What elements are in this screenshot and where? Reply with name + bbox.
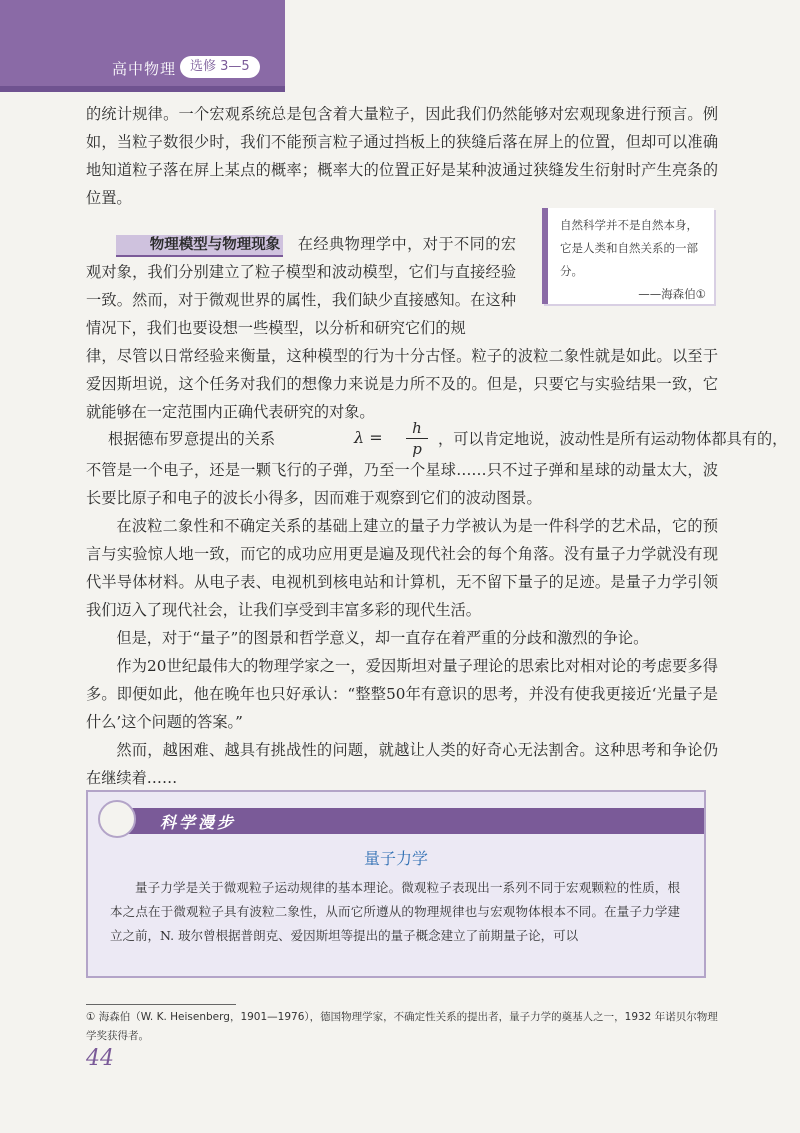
paragraph-physical-model-tail: 律，尽管以日常经验来衡量，这种模型的行为十分古怪。粒子的波粒二象性就是如此。以至于爱因斯坦说，这个任务对我们的想像力来说是力所不及的。但是，只要它与实验结果一致，它就能够在一定范围内正确代表研究的对象。 bbox=[86, 347, 718, 421]
paragraph-wave-examples: 不管是一个电子，还是一颗飞行的子弹，乃至一个星球……只不过子弹和星球的动量太大，波长要比原子和电子的波长小得多，因而难于观察到它们的波动图景。 bbox=[86, 461, 718, 507]
formula-denominator: p bbox=[412, 440, 422, 458]
heisenberg-quote bbox=[542, 208, 714, 304]
paragraph-controversy: 但是，对于“量子”的图景和哲学意义，却一直存在着严重的分歧和激烈的争论。 bbox=[116, 629, 649, 647]
footnote-heisenberg: ① 海森伯（W. K. Heisenberg，1901—1976），德国物理学家，不确定性关系的提出者，量子力学的奠基人之一，1932 年诺贝尔物理学奖获得者。 bbox=[86, 1011, 718, 1042]
book-title: 高中物理 bbox=[112, 60, 177, 78]
formula-fraction bbox=[406, 418, 428, 459]
science-walk-banner bbox=[118, 808, 704, 834]
banner-circle-icon bbox=[98, 800, 136, 838]
topic-heading: 物理模型与物理现象 bbox=[116, 235, 283, 257]
formula-numerator: h bbox=[406, 418, 428, 439]
header-band bbox=[0, 0, 285, 92]
paragraph-statistics: 的统计规律。一个宏观系统总是包含着大量粒子，因此我们仍然能够对宏观现象进行预言。例如，当粒子数很少时，我们不能预言粒子通过挡板上的狭缝后落在屏上的位置，但却可以准确地知道粒子落在屏上某点的概率；概率大的位置正好是某种波通过狭缝发生衍射时产生亮条的位置。 bbox=[86, 105, 718, 207]
science-walk-body: 量子力学是关于微观粒子运动规律的基本理论。微观粒子表现出一系列不同于宏观颗粒的性质，根本之点在于微观粒子具有波粒二象性，从而它所遵从的物理规律也与宏观物体根本不同。在量子力学建立之前，N. 玻尔曾根据普朗克、爱因斯坦等提出的量子概念建立了前期量子论，可以 bbox=[110, 880, 680, 943]
quote-author: ——海森伯① bbox=[638, 287, 706, 301]
de-broglie-intro: 根据德布罗意提出的关系 bbox=[108, 430, 276, 448]
volume-badge: 选修 3—5 bbox=[180, 56, 260, 78]
de-broglie-conclusion: ，可以肯定地说，波动性是所有运动物体都具有的， bbox=[438, 430, 788, 448]
science-walk-box bbox=[86, 790, 706, 978]
science-walk-label: 科学漫步 bbox=[160, 813, 237, 832]
footnote-divider bbox=[86, 1004, 236, 1005]
paragraph-physical-model bbox=[86, 230, 516, 342]
quote-text: 自然科学并不是自然本身，它是人类和自然关系的一部分。 bbox=[560, 218, 698, 278]
page-number: 44 bbox=[86, 1046, 114, 1071]
science-walk-title: 量子力学 bbox=[363, 849, 428, 868]
paragraph-physical-model-head: 在经典物理学中，对于不同的宏观对象，我们分别建立了粒子模型和波动模型，它们与直接经验一致。然而，对于微观世界的属性，我们缺少直接感知。在这种情况下，我们也要设想一些模型，以分析和研究它们的规 bbox=[86, 235, 516, 337]
paragraph-quantum-mechanics: 在波粒二象性和不确定关系的基础上建立的量子力学被认为是一件科学的艺术品，它的预言与实验惊人地一致，而它的成功应用更是遍及现代社会的每个角落。没有量子力学就没有现代半导体材料。从电子表、电视机到核电站和计算机，无不留下量子的足迹。是量子力学引领我们迈入了现代社会，让我们享受到丰富多彩的现代生活。 bbox=[86, 517, 718, 619]
paragraph-curiosity: 然而，越困难、越具有挑战性的问题，就越让人类的好奇心无法割舍。这种思考和争论仍在继续着…… bbox=[86, 741, 718, 787]
paragraph-einstein: 作为20世纪最伟大的物理学家之一，爱因斯坦对量子理论的思索比对相对论的考虑要多得多。即便如此，他在晚年也只好承认：“整整50年有意识的思考，并没有使我更接近‘光量子是什么’这个问题的答案。” bbox=[86, 657, 718, 731]
formula-lhs: λ = bbox=[354, 428, 383, 447]
